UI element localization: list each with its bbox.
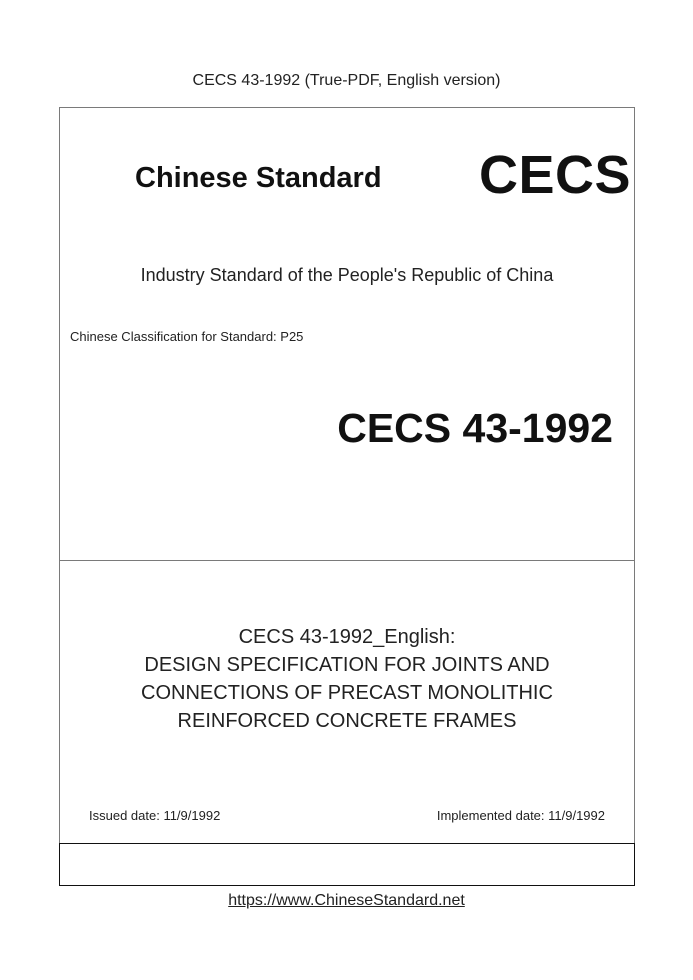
document-title <box>60 623 634 735</box>
implemented-date: Implemented date: 11/9/1992 <box>436 808 605 823</box>
document-header: CECS 43-1992 (True-PDF, English version) <box>192 72 501 89</box>
cecs-logo: CECS <box>479 145 632 205</box>
classification-label: Chinese Classification for Standard: P25 <box>70 329 304 344</box>
website-link[interactable]: https://www.ChineseStandard.net <box>228 892 465 909</box>
title-line: CONNECTIONS OF PRECAST MONOLITHIC <box>141 682 553 704</box>
chinese-standard-label: Chinese Standard <box>135 162 382 194</box>
footer <box>0 892 693 910</box>
title-line: DESIGN SPECIFICATION FOR JOINTS AND <box>144 654 550 676</box>
cover-frame <box>59 107 635 886</box>
cover-title-section <box>60 561 634 843</box>
cover-top-section <box>60 108 634 561</box>
issued-date: Issued date: 11/9/1992 <box>89 808 221 823</box>
standard-number: CECS 43-1992 <box>337 405 613 451</box>
title-line: REINFORCED CONCRETE FRAMES <box>177 710 517 732</box>
title-line: CECS 43-1992_English: <box>238 626 456 648</box>
industry-standard-line: Industry Standard of the People's Republic of China <box>140 265 554 285</box>
cover-bottom-box <box>59 843 635 886</box>
